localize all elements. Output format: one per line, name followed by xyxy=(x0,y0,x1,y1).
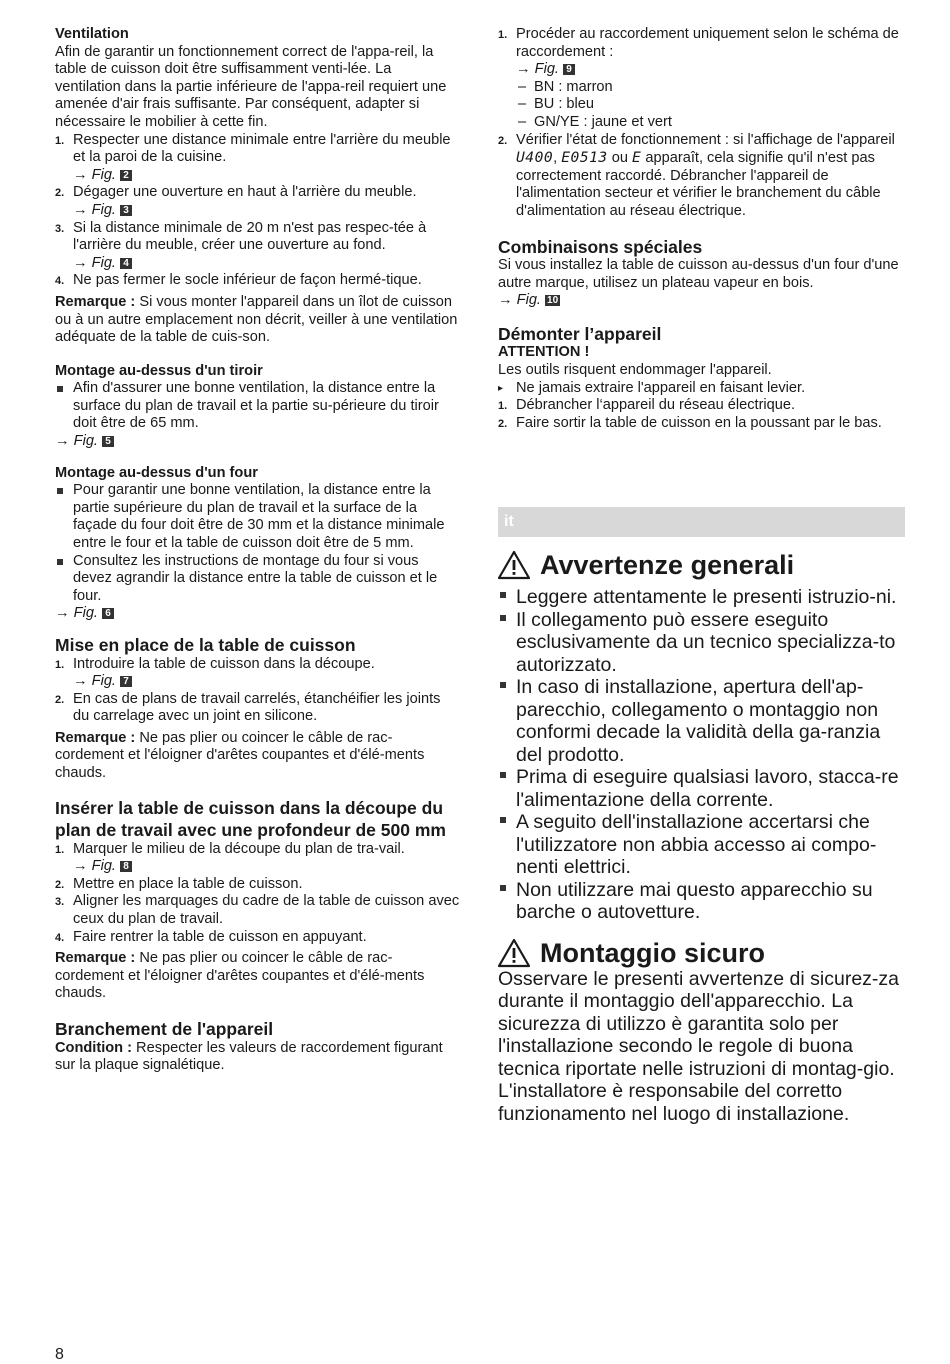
list-item: 2. Dégager une ouverture en haut à l'arrière du meuble. → Fig. 3 xyxy=(55,184,460,219)
general-bullets xyxy=(498,586,905,924)
list-item: 1. Introduire la table de cuisson dans la découpe. → Fig. 7 xyxy=(55,656,460,691)
list-item: – BU : bleu xyxy=(518,96,595,113)
arrow-right-icon: → xyxy=(73,201,88,218)
triangle-bullet-icon: ▸ xyxy=(498,382,504,394)
square-bullet-icon xyxy=(500,682,506,688)
oven-bullets xyxy=(55,482,460,605)
special-text: Si vous installez la table de cuisson au-dessus d'un four d'une autre marque, utilisez un plateau vapeur en bois. xyxy=(498,257,899,291)
fig-reference: → Fig. 8 xyxy=(73,858,460,876)
square-bullet-icon xyxy=(57,559,63,565)
fig-reference: → Fig. 6 xyxy=(55,605,460,623)
square-bullet-icon xyxy=(57,488,63,494)
arrow-right-icon: → xyxy=(55,605,70,622)
list-item: 2. En cas de plans de travail carrelés, étanchéifier les joints du carrelage avec un joint en silicone. xyxy=(55,690,441,725)
display-code: U400 xyxy=(516,149,554,167)
list-item: 2. Faire sortir la table de cuisson en la poussant par le bas. xyxy=(498,414,882,431)
warning-triangle-icon xyxy=(498,938,530,968)
fig-reference: → Fig. 5 xyxy=(55,433,460,451)
attention-label: ATTENTION ! xyxy=(498,344,590,361)
language-bar xyxy=(498,507,905,537)
ventilation-steps xyxy=(55,132,460,290)
safe-mounting-heading xyxy=(498,938,905,968)
arrow-right-icon: → xyxy=(55,433,70,450)
right-column xyxy=(498,26,905,432)
arrow-right-icon: → xyxy=(516,61,531,78)
square-bullet-icon xyxy=(500,772,506,778)
ventilation-note: Remarque : Si vous monter l'appareil dans un îlot de cuisson ou à un autre emplacement non décrit, veiller à une ventilation adéquate de la table de cuis-son. xyxy=(55,293,458,346)
arrow-right-icon: → xyxy=(73,254,88,271)
square-bullet-icon xyxy=(500,615,506,621)
safe-title: Montaggio sicuro xyxy=(540,937,765,968)
ventilation-intro: Afin de garantir un fonctionnement correct de l'appa-reil, la table de cuisson doit être suffisamment venti-lée. La ventilation dans la partie inférieure de l'appa-reil requiert une amenée d'air frais suffisante. Par conséquent, adapter si nécessaire le mobilier à cette fin. xyxy=(55,43,447,130)
list-item: 1. Respecter une distance minimale entre l'arrière du meuble et la paroi de la cuisine. → Fig. 2 xyxy=(55,132,460,185)
list-item: Afin d'assurer une bonne ventilation, la distance entre la surface du plan de travail et la partie su-périeure du tiroir doit être de 65 mm. xyxy=(55,380,460,433)
dismount-title: Démonter l’appareil xyxy=(498,323,662,344)
list-item: 1. Procéder au raccordement uniquement selon le schéma de raccordement : → Fig. 9 – BN : marron – BU : bleu – GN/YE : jaune et vert xyxy=(498,26,905,132)
drawer-bullets xyxy=(55,380,460,433)
dismount-warning-list xyxy=(498,380,905,398)
connection-title: Branchement de l'appareil xyxy=(55,1019,274,1039)
square-bullet-icon xyxy=(57,386,63,392)
placement-title: Mise en place de la table de cuisson xyxy=(55,635,356,655)
fig-reference: → Fig. 9 xyxy=(516,61,905,79)
square-bullet-icon xyxy=(500,817,506,823)
list-item: Consultez les instructions de montage du four si vous devez agrandir la distance entre la table de cuisson et le four. xyxy=(55,553,460,606)
list-item: In caso di installazione, apertura dell'ap-parecchio, collegamento o montaggio non conformi decade la validità della ga-ranzia del prodotto. xyxy=(498,676,905,766)
general-title: Avvertenze generali xyxy=(540,550,795,580)
list-item: Il collegamento può essere eseguito esclusivamente da un tecnico specializza-to autorizzato. xyxy=(498,609,905,677)
placement-steps xyxy=(55,656,460,726)
list-item: 4. Ne pas fermer le socle inférieur de façon hermé-tique. xyxy=(55,272,422,289)
italian-section xyxy=(498,550,905,1125)
list-item: 2. Mettre en place la table de cuisson. xyxy=(55,875,303,892)
safe-text: Osservare le presenti avvertenze di sicurez-za durante il montaggio dell'apparecchio. La sicurezza di utilizzo è garantita solo per l'installazione secondo le regole di buona tecnica riportate nelle istruzioni di montag-gio. L'installatore è responsabile del corretto funzionamento nel luogo di installazione. xyxy=(498,967,899,1125)
warning-triangle-icon xyxy=(498,550,530,580)
list-item: 3. Aligner les marquages du cadre de la table de cuisson avec ceux du plan de travail. xyxy=(55,893,460,928)
fig-reference: → Fig. 10 xyxy=(498,292,559,309)
arrow-right-icon: → xyxy=(73,673,88,690)
fig-reference: → Fig. 2 xyxy=(73,167,460,185)
left-column xyxy=(55,26,460,1075)
dismount-steps xyxy=(498,397,905,432)
list-item: Prima di eseguire qualsiasi lavoro, stacca-re l'alimentazione della corrente. xyxy=(498,766,905,811)
special-title: Combinaisons spéciales xyxy=(498,236,703,257)
square-bullet-icon xyxy=(500,592,506,598)
fig-reference: → Fig. 7 xyxy=(73,673,460,691)
list-item: 4. Faire rentrer la table de cuisson en appuyant. xyxy=(55,928,367,945)
fig-reference: → Fig. 3 xyxy=(73,202,460,220)
list-item: – BN : marron xyxy=(518,78,613,95)
ventilation-title: Ventilation xyxy=(55,26,129,42)
list-item: Pour garantir une bonne ventilation, la distance entre la partie supérieure du plan de travail et la surface de la façade du four doit être de 30 mm et la distance minimale entre le four et la table de cuisson doit être de 5 mm. xyxy=(55,482,460,552)
insert500-note: Remarque : Ne pas plier ou coincer le câble de rac-cordement et l'éloigner d'arêtes coupantes et d'élé-ments chauds. xyxy=(55,950,425,1002)
list-item: ▸ Ne jamais extraire l'appareil en faisant levier. xyxy=(498,379,806,396)
square-bullet-icon xyxy=(500,885,506,891)
list-item: Leggere attentamente le presenti istruzio-ni. xyxy=(498,586,905,609)
list-item: Non utilizzare mai questo apparecchio su barche o autovetture. xyxy=(498,879,905,924)
wire-list xyxy=(516,79,905,132)
connection-condition: Condition : Respecter les valeurs de raccordement figurant sur la plaque signalétique. xyxy=(55,1039,443,1074)
list-item: – GN/YE : jaune et vert xyxy=(518,113,672,130)
list-item: 2. Vérifier l'état de fonctionnement : si l'affichage de l'appareil U400, E0513 ou E apparaît, cela signifie qu'il n'est pas correctement raccordé. Débrancher l'appareil de l'alimentation secteur et vérifier le branchement du câble d'alimentation au réseau électrique. xyxy=(498,131,895,219)
drawer-title: Montage au-dessus d'un tiroir xyxy=(55,362,263,379)
connection-steps xyxy=(498,26,905,221)
general-warnings-heading xyxy=(498,550,905,580)
display-code: E0513 xyxy=(561,149,608,167)
list-item: A seguito dell'installazione accertarsi che l'utilizzatore non abbia accesso ai compo-nenti elettrici. xyxy=(498,811,905,879)
list-item: 1. Marquer le milieu de la découpe du plan de tra-vail. → Fig. 8 xyxy=(55,841,460,876)
page-number: 8 xyxy=(55,1346,64,1363)
language-code: it xyxy=(504,513,514,530)
dismount-risk: Les outils risquent endommager l'appareil. xyxy=(498,361,772,378)
fig-reference: → Fig. 4 xyxy=(73,255,460,273)
list-item: 3. Si la distance minimale de 20 m n'est pas respec-tée à l'arrière du meuble, créer une ouverture au fond. → Fig. 4 xyxy=(55,220,460,273)
list-item: 1. Débrancher l‘appareil du réseau électrique. xyxy=(498,397,796,414)
arrow-right-icon: → xyxy=(73,166,88,183)
arrow-right-icon: → xyxy=(498,292,513,309)
insert500-steps xyxy=(55,841,460,947)
arrow-right-icon: → xyxy=(73,858,88,875)
insert500-title: Insérer la table de cuisson dans la découpe du plan de travail avec une profondeur de 500 mm xyxy=(55,797,446,840)
placement-note: Remarque : Ne pas plier ou coincer le câble de rac-cordement et l'éloigner d'arêtes coupantes et d'élé-ments chauds. xyxy=(55,729,425,782)
display-code: E xyxy=(632,149,642,167)
oven-title: Montage au-dessus d'un four xyxy=(55,464,258,481)
